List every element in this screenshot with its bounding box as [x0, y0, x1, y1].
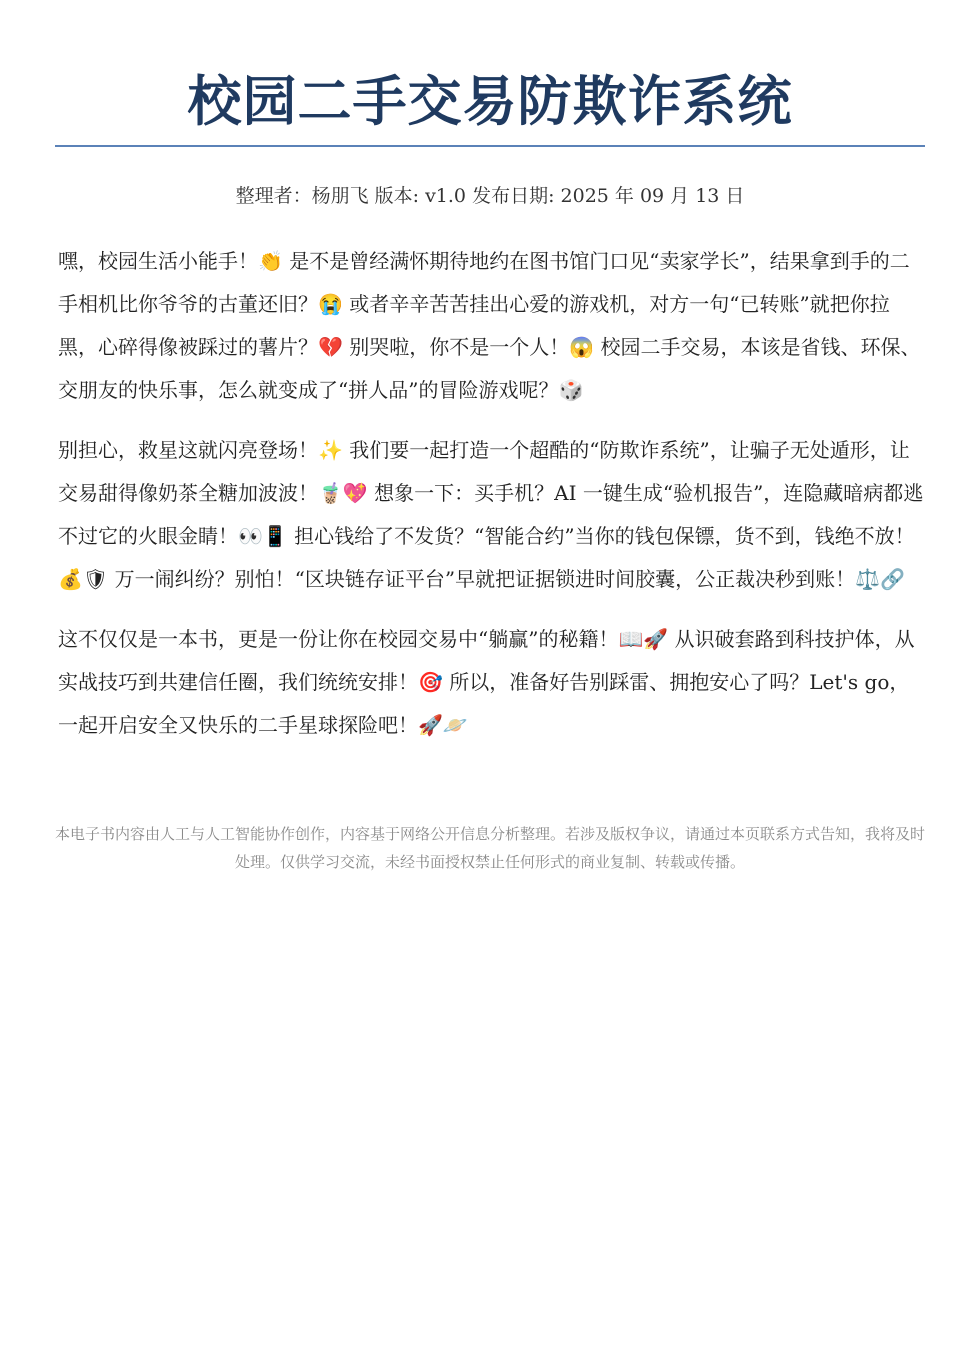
paragraph-closing: 这不仅仅是一本书，更是一份让你在校园交易中“躺赢”的秘籍！📖🚀 从识破套路到科技护体，从实战技巧到共建信任圈，我们统统安排！🎯 所以，准备好告别踩雷、拥抱安心了吗？Let's go，一起开启安全又快乐的二手星球探险吧！🚀🪐	[58, 627, 915, 737]
author-name: 杨朋飞	[311, 185, 369, 207]
document-meta	[55, 181, 925, 211]
title-divider	[55, 145, 925, 147]
version-label: 版本: v1.0	[368, 185, 473, 207]
paragraph-solution: 别担心，救星这就闪亮登场！✨ 我们要一起打造一个超酷的“防欺诈系统”，让骗子无处遁形，让交易甜得像奶茶全糖加波波！🧋💖 想象一下：买手机？AI 一键生成“验机报告”，连隐藏暗病都逃不过它的火眼金睛！👀📱 担心钱给了不发货？“智能合约”当你的钱包保镖，货不到，钱绝不放！💰🛡 万一闹纠纷？别怕！“区块链存证平台”早就把证据锁进时间胶囊，公正裁决秒到账！⚖️🔗	[58, 438, 924, 591]
publish-date: 发布日期: 2025 年 09 月 13 日	[472, 185, 745, 207]
copyright-disclaimer: 本电子书内容由人工与人工智能协作创作，内容基于网络公开信息分析整理。若涉及版权争议，请通过本页联系方式告知，我将及时处理。仅供学习交流，未经书面授权禁止任何形式的商业复制、转载或传播。	[55, 825, 926, 871]
paragraph-intro: 嘿，校园生活小能手！👏 是不是曾经满怀期待地约在图书馆门口见“卖家学长”，结果拿到手的二手相机比你爷爷的古董还旧？😭 或者辛辛苦苦挂出心爱的游戏机，对方一句“已转账”就把你拉黑，心碎得像被踩过的薯片？💔 别哭啦，你不是一个人！😱 校园二手交易，本该是省钱、环保、交朋友的快乐事，怎么就变成了“拼人品”的冒险游戏呢？🎲	[58, 249, 921, 402]
page-title: 校园二手交易防欺诈系统	[187, 70, 793, 133]
body-content	[58, 240, 926, 764]
author-label: 整理者：	[235, 185, 312, 207]
